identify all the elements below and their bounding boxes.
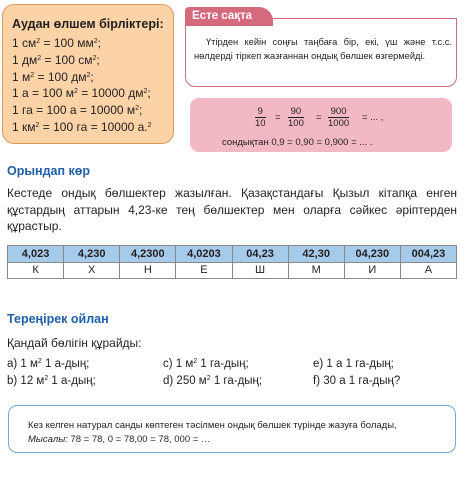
table-cell-letter: Х xyxy=(64,262,120,279)
fraction-2-denominator: 100 xyxy=(288,118,304,129)
fraction-3-denominator: 1000 xyxy=(328,118,350,129)
table-cell-letter: К xyxy=(8,262,64,279)
section-heading-think-deeper: Тереңірек ойлан xyxy=(7,312,109,326)
units-title: Аудан өлшем бірліктері: xyxy=(12,17,164,31)
unit-line: 1 $дм^2 = 100$ $см^2$; xyxy=(12,52,100,67)
remember-text: Үтірден кейін соңғы таңбаға бір, екі, үш және т.с.с. нөлдерді тіркеп жазғаннан ондық бөлшек өзгермейді. xyxy=(194,37,452,61)
table-cell-letter: Н xyxy=(120,262,176,279)
exercise-item: c) 1 $м^2$ 1 га-дың; xyxy=(163,358,249,370)
exercise-item: e) 1 а 1 га-дың; xyxy=(313,358,394,370)
area-units-box xyxy=(2,4,174,144)
table-cell-number: 4,0203 xyxy=(176,246,232,263)
equals-sign: = xyxy=(275,112,281,123)
table-cell-letter: М xyxy=(288,262,344,279)
task-text: Кестеде ондық бөлшектер жазылған. Қазақстандағы Қызыл кітапқа енген құстардың аттарын 4,23-ке тең бөлшектер мен оларға сәйкес әріптерден құрастыр. xyxy=(7,186,457,233)
unit-line: 1 га = 100 а = 10000 $м^2$; xyxy=(12,103,143,118)
fraction-1 xyxy=(255,106,266,129)
unit-line: 1 а = 100 $м^2 = 10000$ $дм^2$; xyxy=(12,86,151,101)
decimals-table xyxy=(7,245,457,279)
fraction-2 xyxy=(288,106,304,129)
section-heading-practice: Орындап көр xyxy=(7,164,91,178)
equals-sign: = xyxy=(316,112,322,123)
note-example-text: 78 = 78, 0 = 78,00 = 78, 000 = … xyxy=(67,434,211,445)
table-cell-number: 4,230 xyxy=(64,246,120,263)
table-row-letters xyxy=(8,262,457,279)
note-example-label: Мысалы: xyxy=(28,434,68,445)
table-cell-number: 04,230 xyxy=(344,246,400,263)
exercise-prompt: Қандай бөлігін құрайды: xyxy=(7,336,142,350)
note-text: Кез келген натурал санды көптеген тәсілмен ондық бөлшек түрінде жазуға болады, xyxy=(28,420,397,431)
table-cell-letter: И xyxy=(344,262,400,279)
fraction-1-denominator: 10 xyxy=(255,118,266,129)
table-row-numbers xyxy=(8,246,457,263)
unit-line: 1 $км^2 = 100$ га = 10000 а.$^2$ xyxy=(12,119,152,134)
note-example xyxy=(28,434,210,445)
unit-line: 1 $см^2 = 100$ $мм^2$; xyxy=(12,36,101,50)
fraction-1-numerator: 9 xyxy=(255,106,266,118)
table-cell-number: 004,23 xyxy=(400,246,456,263)
fraction-tail: = ... , xyxy=(362,112,384,123)
table-cell-letter: А xyxy=(400,262,456,279)
table-cell-number: 42,30 xyxy=(288,246,344,263)
unit-line: 1 $м^2 = 100$ $дм^2$; xyxy=(12,69,94,84)
table-cell-number: 04,23 xyxy=(232,246,288,263)
exercise-item: d) 250 $м^2$ 1 га-дың; xyxy=(163,375,263,387)
table-cell-letter: Ш xyxy=(232,262,288,279)
table-cell-number: 4,023 xyxy=(8,246,64,263)
fraction-3 xyxy=(328,106,349,129)
remember-tab: Есте сақта xyxy=(185,7,273,26)
exercise-item: a) 1 $м^2$ 1 а-дың; xyxy=(7,358,90,370)
exercise-item: f) 30 а 1 га-дың? xyxy=(313,375,401,387)
exercise-item: b) 12 $м^2$ 1 а-дың; xyxy=(7,375,96,387)
fraction-conclusion: сондықтан 0,9 = 0,90 = 0,900 = ... . xyxy=(222,137,373,148)
table-cell-letter: Е xyxy=(176,262,232,279)
fraction-2-numerator: 90 xyxy=(288,106,304,118)
units-list xyxy=(12,35,173,136)
fraction-3-numerator: 900 xyxy=(328,106,349,118)
table-cell-number: 4,2300 xyxy=(120,246,176,263)
